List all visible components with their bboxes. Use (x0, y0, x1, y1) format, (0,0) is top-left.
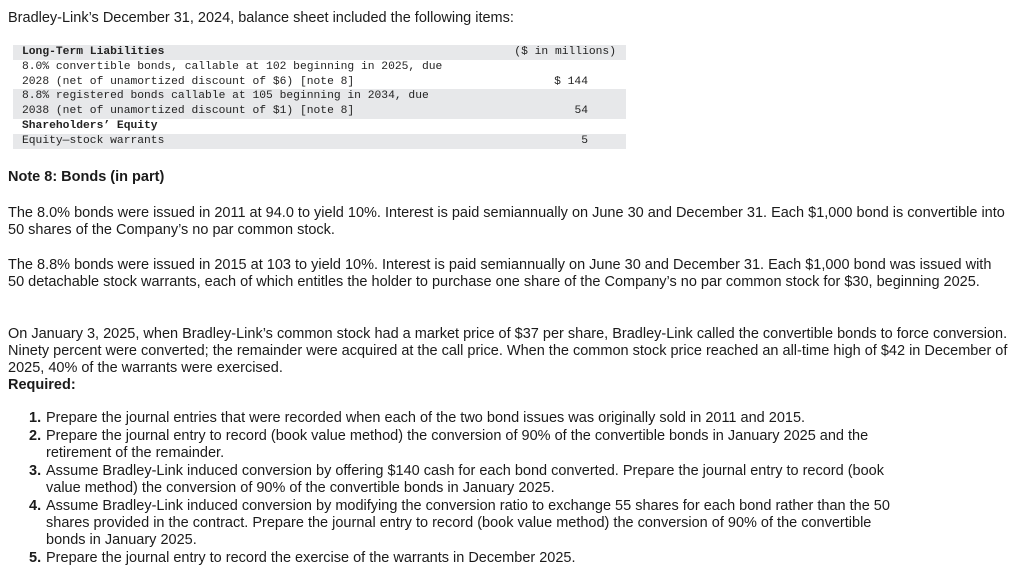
units-heading: ($ in millions) (442, 45, 626, 60)
balance-sheet-table (13, 45, 626, 149)
row-label: Equity—stock warrants (13, 134, 442, 149)
item-text: Prepare the journal entries that were recorded when each of the two bond issues was originally sold in 2011 and 2015. (46, 410, 806, 426)
row-label: 8.8% registered bonds callable at 105 beginning in 2034, due (13, 89, 442, 104)
table-row (13, 104, 626, 119)
list-item (29, 498, 909, 549)
row-label: 2028 (net of unamortized discount of $6) [note 8] (22, 75, 355, 88)
row-amount: $ 144 (554, 75, 588, 88)
item-number: 2. (29, 428, 42, 444)
paragraph-registered-bonds: The 8.8% bonds were issued in 2015 at 103 to yield 10%. Interest is paid semiannually on June 30 and December 31. Each $1,000 bond was issued with 50 detachable stock warrants, each of which entitles the holder to purchase one share of the Company’s no par common stock for $30, beginning 2025. (8, 257, 992, 290)
paragraph-convertible-bonds: The 8.0% bonds were issued in 2011 at 94.0 to yield 10%. Interest is paid semiannually on June 30 and December 31. Each $1,000 bond is convertible into 50 shares of the Company’s no par common stock. (8, 205, 1005, 238)
row-amount: 54 (442, 104, 626, 119)
table-row (13, 119, 626, 134)
requirements-list (29, 410, 909, 568)
table-row (13, 75, 626, 90)
item-text: Assume Bradley-Link induced conversion by modifying the conversion ratio to exchange 55 shares for each bond rather than the 50 shares provided in the contract. Prepare the journal entry to record (book value method) the conversion of 90% of the convertible bonds in January 2025. (46, 498, 890, 548)
item-number: 5. (29, 550, 42, 566)
row-amount (442, 119, 626, 134)
list-item (29, 550, 909, 567)
long-term-liabilities-heading: Long-Term Liabilities (13, 45, 442, 60)
list-item (29, 463, 909, 497)
paragraph-conversion-event: On January 3, 2025, when Bradley-Link’s common stock had a market price of $37 per share, Bradley-Link called the convertible bonds to force conversion. Ninety percent were converted; the remainder were acquired at the call price. When the common stock price reached an all-time high of $42 in December of 2025, 40% of the warrants were exercised. (8, 326, 1008, 376)
table-row (13, 89, 626, 104)
row-label: 8.0% convertible bonds, callable at 102 beginning in 2025, due (22, 60, 443, 73)
item-text: Prepare the journal entry to record the exercise of the warrants in December 2025. (46, 550, 576, 566)
table-header-row (13, 45, 626, 60)
note-title: Note 8: Bonds (in part) (8, 169, 165, 185)
shareholders-equity-heading: Shareholders’ Equity (22, 119, 158, 132)
row-amount (442, 60, 626, 75)
table-row (13, 60, 626, 75)
item-number: 3. (29, 463, 42, 479)
row-amount: 5 (442, 134, 626, 149)
list-item (29, 428, 909, 462)
table-row (13, 134, 626, 149)
item-text: Assume Bradley-Link induced conversion by offering $140 cash for each bond converted. Prepare the journal entry to record (book value method) the conversion of 90% of the convertible bonds in January 2025. (46, 463, 884, 496)
item-text: Prepare the journal entry to record (book value method) the conversion of 90% of the convertible bonds in January 2025 and the retirement of the remainder. (46, 428, 869, 461)
row-amount (442, 89, 626, 104)
item-number: 4. (29, 498, 42, 514)
row-label: 2038 (net of unamortized discount of $1) [note 8] (13, 104, 442, 119)
required-label: Required: (8, 377, 76, 393)
item-number: 1. (29, 410, 42, 426)
list-item (29, 410, 909, 427)
intro-text: Bradley-Link’s December 31, 2024, balance sheet included the following items: (8, 10, 514, 26)
